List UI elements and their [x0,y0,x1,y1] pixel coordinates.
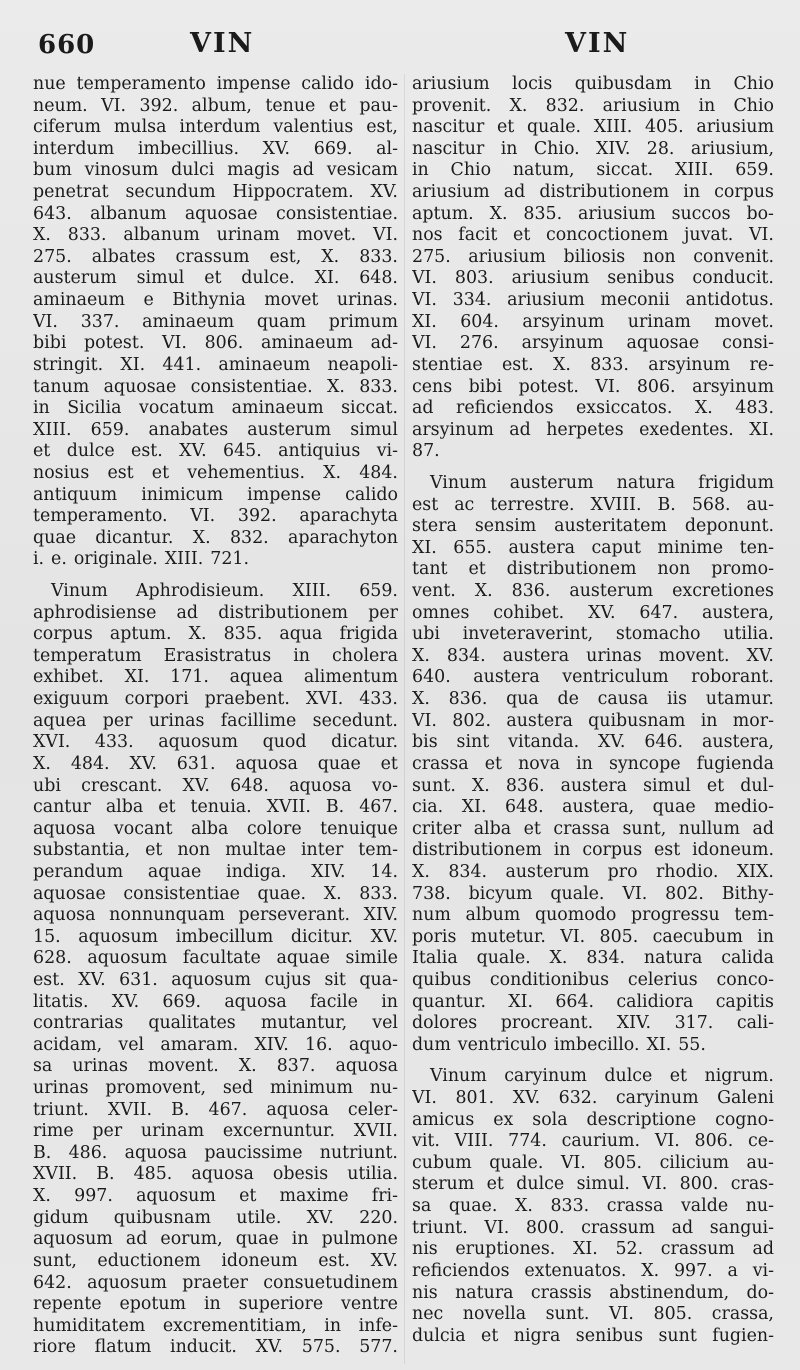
text-line: Italia quale. X. 834. natura calida [412,948,774,969]
text-line: bum vinosum dulci magis ad vesicam [33,160,398,181]
text-line: aptum. X. 835. ariusium succos bo- [412,203,774,224]
text-line: nis natura crassis abstinendum, do- [412,1282,774,1303]
text-line: B. 486. aquosa paucissime nutriunt. [33,1142,398,1163]
running-head-left: VIN [190,28,255,59]
text-line: bibi potest. VI. 806. aminaeum ad- [33,333,398,354]
text-line: aquosum ad eorum, quae in pulmone [33,1229,398,1250]
text-line: neum. VI. 392. album, tenue et pau- [33,95,398,116]
text-line: tanum aquosae consistentiae. X. 833. [33,376,398,397]
text-line: cantur alba et tenuia. XVII. B. 467. [33,797,398,818]
text-line: aquosa nonnunquam perseverant. XIV. [33,905,398,926]
page-number: 660 [38,30,96,60]
text-line: litatis. XV. 669. aquosa facile in [33,991,398,1012]
text-line: aquosa vocant alba colore tenuique [33,818,398,839]
text-line: stera sensim austeritatem deponunt. [412,516,774,537]
text-line: amicus ex sola descriptione cogno- [412,1109,774,1130]
text-line: quibus conditionibus celerius conco- [412,969,774,990]
text-line: VI. 803. ariusium senibus conducit. [412,268,774,289]
text-line: reficiendos extenuatos. X. 997. a vi- [412,1260,774,1281]
text-line: dolores procreant. XIV. 317. cali- [412,1013,774,1034]
text-line: aquea per urinas facillime secedunt. [33,710,398,731]
text-line: temperamento. VI. 392. aparachyta [33,506,398,527]
text-line: ubi crescant. XV. 648. aquosa vo- [33,775,398,796]
text-line: cens bibi potest. VI. 806. arsyinum [412,376,774,397]
text-line: 15. aquosum imbecillum dicitur. XV. [33,926,398,947]
text-line: sunt. X. 836. austera simul et dul- [412,775,774,796]
text-line: acidam, vel amaram. XIV. 16. aquo- [33,1034,398,1055]
text-line: nis eruptiones. XI. 52. crassum ad [412,1239,774,1260]
text-line: triunt. VI. 800. crassum ad sangui- [412,1217,774,1238]
text-line: exiguum corpori praebent. XVI. 433. [33,689,398,710]
text-line: XI. 604. arsyinum urinam movet. [412,311,774,332]
text-line: substantia, et non multae inter tem- [33,840,398,861]
text-line: VI. 276. arsyinum aquosae consi- [412,333,774,354]
text-line: antiquum inimicum impense calido [33,484,398,505]
text-line: X. 833. albanum urinam movet. VI. [33,225,398,246]
text-line: in Chio natum, siccat. XIII. 659. [412,160,774,181]
text-line: nosius est et vehementius. X. 484. [33,462,398,483]
text-line: dulcia et nigra senibus sunt fugien- [412,1325,774,1346]
text-line: nec novella sunt. VI. 805. crassa, [412,1304,774,1325]
text-line: XVII. B. 485. aquosa obesis utilia. [33,1164,398,1185]
text-line: VI. 802. austera quibusnam in mor- [412,710,774,731]
text-line: stentiae est. X. 833. arsyinum re- [412,354,774,375]
text-line: nascitur in Chio. XIV. 28. ariusium, [412,138,774,159]
text-line: aminaeum e Bithynia movet urinas. [33,290,398,311]
text-line: Vinum caryinum dulce et nigrum. [430,1066,774,1087]
text-line: ariusium ad distributionem in corpus [412,182,774,203]
text-line: aphrodisiense ad distributionem per [33,602,398,623]
text-line: 643. albanum aquosae consistentiae. [33,203,398,224]
text-line: dum ventriculo imbecillo. XI. 55. [412,1034,706,1055]
text-line: triunt. XVII. B. 467. aquosa celer- [33,1099,398,1120]
text-line: austerum simul et dulce. XI. 648. [33,268,398,289]
text-line: omnes cohibet. XV. 647. austera, [412,602,774,623]
text-line: num album quomodo progressu tem- [412,905,774,926]
text-line: 642. aquosum praeter consuetudinem [33,1272,398,1293]
text-line: 87. [412,441,440,462]
text-line: corpus aptum. X. 835. aqua frigida [33,624,398,645]
text-line: Vinum Aphrodisieum. XIII. 659. [51,581,398,602]
page-header [0,22,800,72]
text-line: 275. albates crassum est, X. 833. [33,246,398,267]
text-line: ubi inveteraverint, stomacho utilia. [412,624,774,645]
text-line: interdum imbecillius. XV. 669. al- [33,138,398,159]
text-line: XIII. 659. anabates austerum simul [33,419,398,440]
text-line: ariusium locis quibusdam in Chio [412,74,774,94]
text-line: et dulce est. XV. 645. antiquius vi- [33,441,398,462]
text-line: exhibet. XI. 171. aquea alimentum [33,667,398,688]
text-line: VI. 801. XV. 632. caryinum Galeni [412,1088,774,1109]
text-line: VI. 334. ariusium meconii antidotus. [412,290,774,311]
text-line: aquosae consistentiae quae. X. 833. [33,883,398,904]
text-line: est. XV. 631. aquosum cujus sit qua- [33,969,398,990]
text-line: cia. XI. 648. austera, quae medio- [412,797,774,818]
text-line: nue temperamento impense calido ido- [33,74,398,94]
text-line: i. e. originale. XIII. 721. [33,549,249,570]
running-head-right: VIN [565,28,630,59]
text-line: distributionem in corpus est idoneum. [412,840,774,861]
text-line: X. 997. aquosum et maxime fri- [33,1186,398,1207]
text-line: VI. 337. aminaeum quam primum [33,311,398,332]
text-line: vit. VIII. 774. caurium. VI. 806. ce- [412,1131,774,1152]
text-line: rime per urinam excernuntur. XVII. [33,1121,398,1142]
text-line: crassa et nova in syncope fugienda [412,753,774,774]
text-line: cubum quale. VI. 805. cilicium au- [412,1152,774,1173]
text-line: urinas promovent, sed minimum nu- [33,1078,398,1099]
text-line: in Sicilia vocatum aminaeum siccat. [33,398,398,419]
text-line: gidum quibusnam utile. XV. 220. [33,1207,398,1228]
left-column [33,74,398,1359]
text-line: provenit. X. 832. ariusium in Chio [412,95,774,116]
text-line: penetrat secundum Hippocratem. XV. [33,182,398,203]
text-line: perandum aquae indiga. XIV. 14. [33,861,398,882]
text-line: nos facit et concoctionem juvat. VI. [412,225,774,246]
text-line: contrarias qualitates mutantur, vel [33,1013,398,1034]
text-line: bis sint vitanda. XV. 646. austera, [412,732,774,753]
text-line: ciferum mulsa interdum valentius est, [33,117,398,138]
text-line: vent. X. 836. austerum excretiones [412,581,774,602]
text-line: est ac terrestre. XVIII. B. 568. au- [412,494,774,515]
text-line: Vinum austerum natura frigidum [430,472,774,493]
text-line: sunt, eductionem idoneum est. XV. [33,1250,398,1271]
text-line: nascitur et quale. XIII. 405. ariusium [412,117,774,138]
text-line: tant et distributionem non promo- [412,559,774,580]
text-line: X. 834. austerum pro rhodio. XIX. [412,861,774,882]
text-line: XVI. 433. aquosum quod dicatur. [33,732,398,753]
text-line: X. 484. XV. 631. aquosa quae et [33,753,398,774]
text-line: sa urinas movent. X. 837. aquosa [33,1056,398,1077]
right-column [412,74,774,1347]
text-line: arsyinum ad herpetes exedentes. XI. [412,419,774,440]
text-line: 275. ariusium biliosis non convenit. [412,246,774,267]
text-line: X. 836. qua de causa iis utamur. [412,689,774,710]
text-line: humiditatem excrementitiam, in infe- [33,1315,398,1336]
text-line: stringit. XI. 441. aminaeum neapoli- [33,354,398,375]
text-line: ad reficiendos exsiccatos. X. 483. [412,398,774,419]
text-line: criter alba et crassa sunt, nullum ad [412,818,774,839]
text-line: quae dicantur. X. 832. aparachyton [33,527,398,548]
text-line: X. 834. austera urinas movent. XV. [412,645,774,666]
text-line: 628. aquosum facultate aquae simile [33,948,398,969]
column-divider [404,74,405,1364]
text-line: 738. bicyum quale. VI. 802. Bithy- [412,883,774,904]
text-line: sterum et dulce simul. VI. 800. cras- [412,1174,774,1195]
text-line: quantur. XI. 664. calidiora capitis [412,991,774,1012]
text-line: riore flatum inducit. XV. 575. 577. [33,1337,398,1358]
text-line: poris mutetur. VI. 805. caecubum in [412,926,774,947]
text-line: XI. 655. austera caput minime ten- [412,537,774,558]
text-line: repente epotum in superiore ventre [33,1294,398,1315]
text-line: sa quae. X. 833. crassa valde nu- [412,1196,774,1217]
text-line: temperatum Erasistratus in cholera [33,645,398,666]
text-line: 640. austera ventriculum roborant. [412,667,774,688]
